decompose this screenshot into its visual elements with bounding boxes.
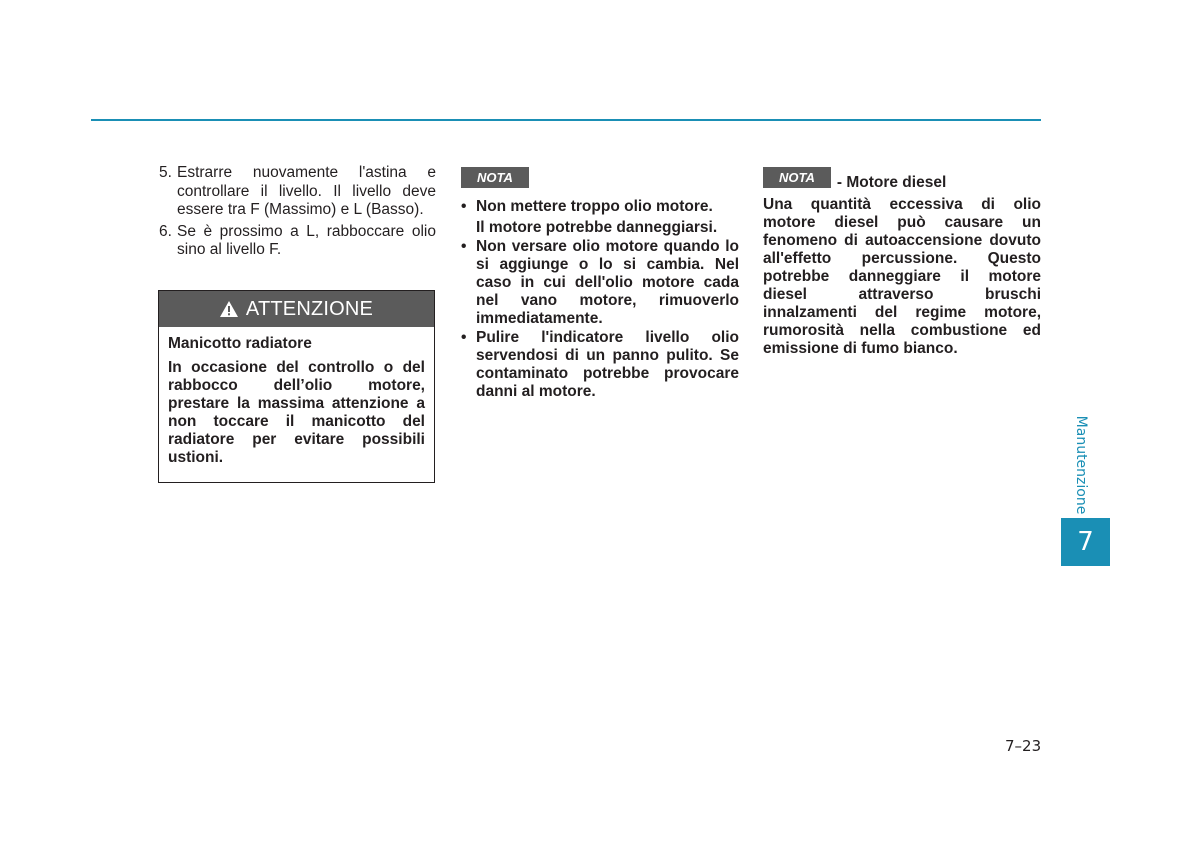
warning-text: In occasione del controllo o del rabbocco dell’olio motore, prestare la massima attenzione a non toccare il manicotto del radiatore per evitare possibili ustioni.	[168, 359, 425, 466]
step-text: Se è prossimo a L, rabboccare olio sino al livello F.	[177, 222, 436, 258]
chapter-side-label: Manutenzione	[1073, 415, 1089, 515]
list-item-text: Il motore potrebbe danneggiarsi.	[476, 219, 718, 236]
note-list	[461, 198, 739, 401]
step-number: 6.	[159, 222, 172, 240]
list-item	[461, 329, 739, 401]
list-item	[461, 238, 739, 328]
note-title: - Motore diesel	[836, 174, 947, 191]
nota-badge: NOTA	[461, 167, 529, 188]
chapter-tab: 7	[1061, 518, 1110, 566]
step-item	[159, 223, 436, 260]
page-number: 7–23	[1005, 737, 1042, 755]
steps-column	[159, 164, 436, 263]
diesel-note-column	[763, 167, 1041, 358]
warning-body	[159, 327, 434, 467]
header-rule	[91, 119, 1041, 121]
step-item	[159, 164, 436, 220]
step-number: 5.	[159, 164, 172, 181]
step-text: Estrarre nuovamente l'astina e controllare il livello. Il livello deve essere tra F (Massimo) e L (Basso).	[177, 164, 436, 218]
nota-badge: NOTA	[763, 167, 831, 188]
bullet: •	[461, 238, 467, 255]
warning-title: ATTENZIONE	[245, 297, 374, 320]
list-item-text: Non mettere troppo olio motore.	[476, 198, 713, 215]
note-column	[461, 167, 739, 402]
warning-triangle-icon	[220, 301, 238, 317]
warning-subtitle: Manicotto radiatore	[168, 335, 312, 352]
bullet: •	[461, 198, 467, 215]
warning-header	[159, 291, 434, 327]
list-item-text: Non versare olio motore quando lo si aggiunge o lo si cambia. Nel caso in cui dell'olio motore cada nel vano motore, rimuoverlo immediatamente.	[476, 238, 739, 327]
warning-box	[158, 290, 435, 483]
list-item-text: Pulire l'indicatore livello olio servendosi di un panno pulito. Se contaminato potrebbe provocare danni al motore.	[476, 329, 739, 400]
note-text: Una quantità eccessiva di olio motore diesel può causare un fenomeno di autoaccensione dovuto all'effetto percussione. Questo potrebbe danneggiare il motore diesel attraverso bruschi innalzamenti del regime motore, rumorosità nella combustione ed emissione di fumo bianco.	[763, 196, 1041, 357]
list-item	[461, 198, 739, 237]
bullet: •	[461, 329, 467, 346]
